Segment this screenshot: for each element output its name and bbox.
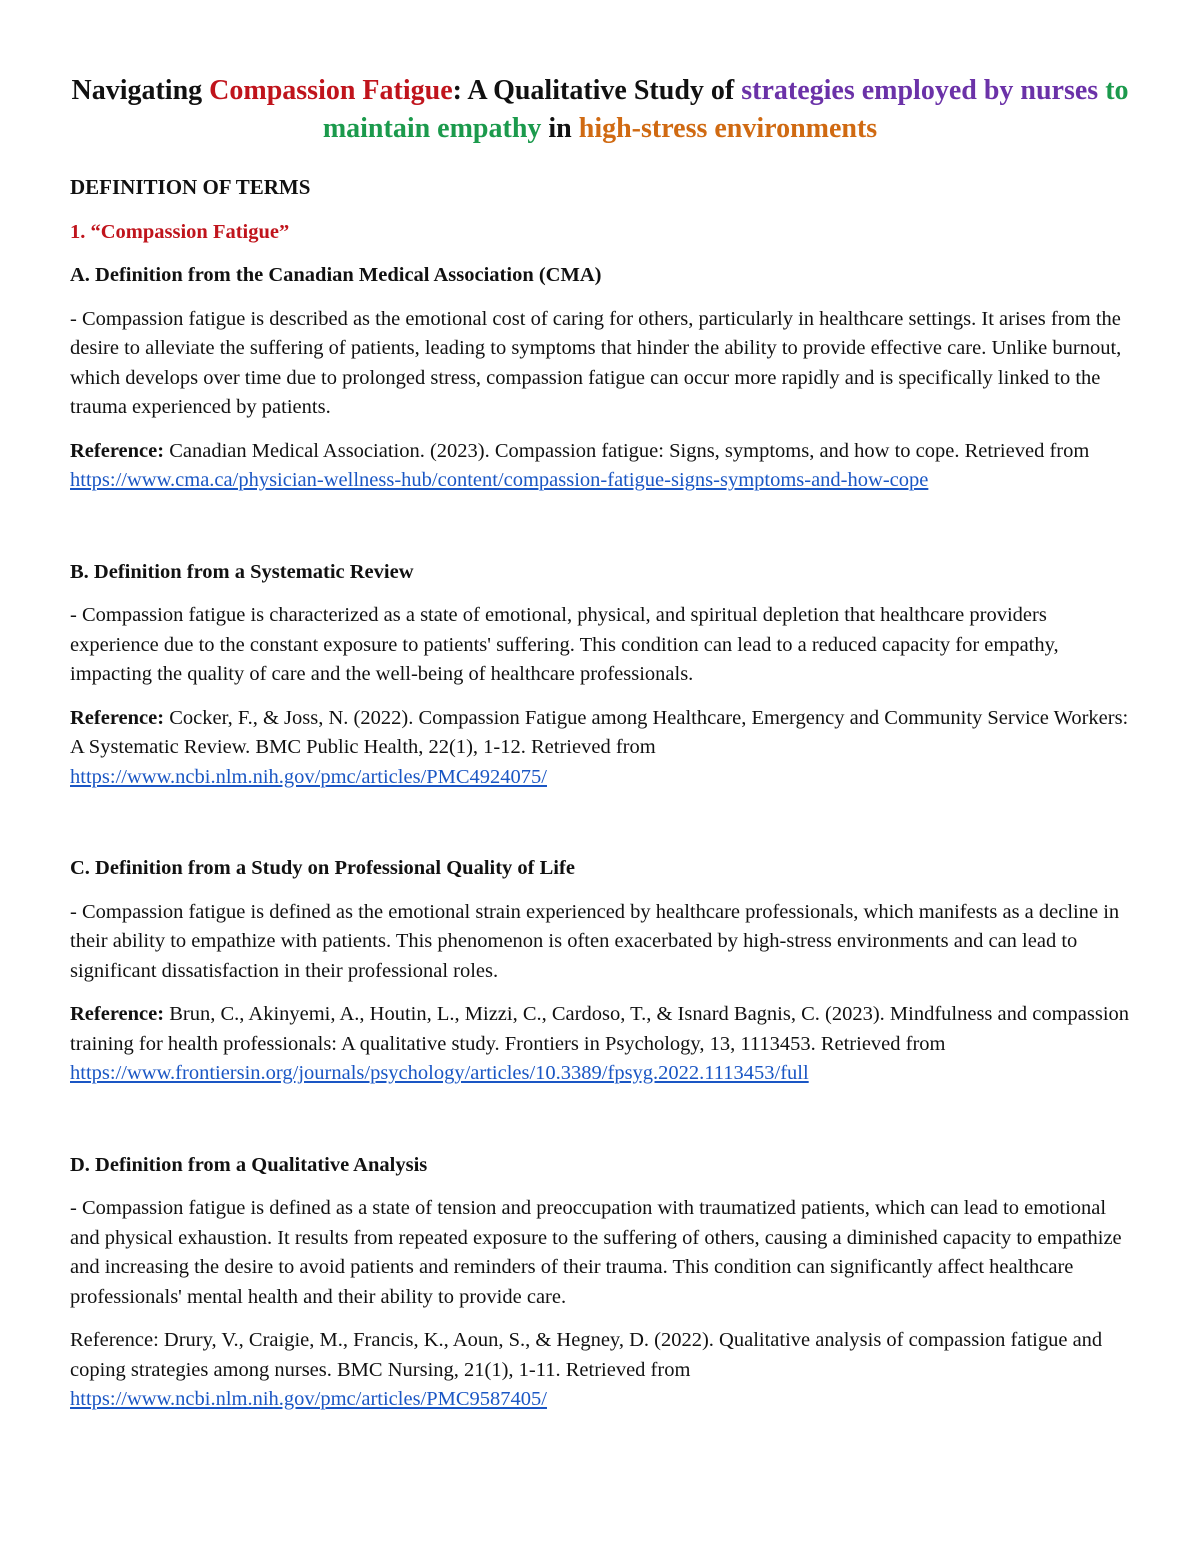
definition-section-d: [70, 1151, 1130, 1415]
definition-body: - Compassion fatigue is defined as the emotional strain experienced by healthcare professionals, which manifests as a decline in their ability to empathize with patients. This phenomenon is often exacerbated by high-stress environments and can lead to significant dissatisfaction in their professional roles.: [70, 900, 1120, 982]
reference-text: Canadian Medical Association. (2023). Compassion fatigue: Signs, symptoms, and how to cope. Retrieved from: [164, 439, 1090, 462]
reference-link[interactable]: https://www.ncbi.nlm.nih.gov/pmc/articles/PMC4924075/: [70, 765, 547, 788]
reference: [70, 1000, 1130, 1089]
definition-heading: D. Definition from a Qualitative Analysis: [70, 1153, 428, 1176]
reference: [70, 437, 1130, 496]
reference-link[interactable]: https://www.frontiersin.org/journals/psychology/articles/10.3389/fpsyg.2022.1113453/full: [70, 1062, 809, 1084]
reference-text: Cocker, F., & Joss, N. (2022). Compassion Fatigue among Healthcare, Emergency and Community Service Workers: A Systematic Review. BMC Public Health, 22(1), 1-12. Retrieved from: [70, 706, 1129, 758]
reference-text: Brun, C., Akinyemi, A., Houtin, L., Mizzi, C., Cardoso, T., & Isnard Bagnis, C. (2023). Mindfulness and compassion training for health professionals: A qualitative study. Frontiers in Psychology, 13, 1113453. Retrieved from: [70, 1003, 1130, 1055]
definition-body: - Compassion fatigue is characterized as a state of emotional, physical, and spiritual depletion that healthcare providers experience due to the constant exposure to patients' suffering. This condition can lead to a reduced capacity for empathy, impacting the quality of care and the well-being of healthcare professionals.: [70, 604, 1059, 685]
reference-link[interactable]: https://www.cma.ca/physician-wellness-hub/content/compassion-fatigue-signs-symptoms-and-how-cope: [70, 469, 929, 491]
title-part: Compassion Fatigue: [209, 75, 453, 106]
title-part: to maintain empathy: [322, 75, 1129, 144]
definition-body: - Compassion fatigue is described as the emotional cost of caring for others, particularly in healthcare settings. It arises from the desire to alleviate the suffering of patients, leading to symptoms that hinder the ability to provide effective care. Unlike burnout, which develops over time due to prolonged stress, compassion fatigue can occur more rapidly and is specifically linked to the trauma experienced by patients.: [70, 307, 1122, 418]
reference-label: Reference:: [70, 1003, 165, 1025]
title-part: : A Qualitative Study of: [452, 75, 742, 106]
reference-text: Reference: Drury, V., Craigie, M., Francis, K., Aoun, S., & Hegney, D. (2022). Qualitative analysis of compassion fatigue and coping strategies among nurses. BMC Nursing, 21(1), 1-11. Retrieved from: [70, 1329, 1103, 1381]
reference-label: Reference:: [70, 439, 165, 462]
definition-section-c: [70, 854, 1130, 1089]
term-heading: 1. “Compassion Fatigue”: [70, 220, 290, 243]
reference-label: Reference:: [70, 706, 165, 729]
definition-body: - Compassion fatigue is defined as a state of tension and preoccupation with traumatized patients, which can lead to emotional and physical exhaustion. It results from repeated exposure to the suffering of others, causing a diminished capacity to empathize and increasing the desire to avoid patients and reminders of their trauma. This condition can significantly affect healthcare professionals' mental health and their ability to provide care.: [70, 1197, 1122, 1308]
reference: [70, 1326, 1130, 1415]
title-part: in: [541, 113, 579, 144]
definition-heading: A. Definition from the Canadian Medical Association (CMA): [70, 264, 602, 286]
title-part: high-stress environments: [578, 113, 878, 144]
definition-section-b: [70, 558, 1130, 793]
definition-heading: C. Definition from a Study on Professional Quality of Life: [70, 857, 575, 879]
document-title: [70, 72, 1130, 148]
reference-link[interactable]: https://www.ncbi.nlm.nih.gov/pmc/articles/PMC9587405/: [70, 1388, 547, 1410]
definition-section-a: [70, 261, 1130, 496]
title-part: Navigating: [71, 75, 210, 106]
reference: [70, 704, 1130, 793]
definition-heading: B. Definition from a Systematic Review: [70, 560, 414, 583]
title-part: strategies employed by nurses: [741, 75, 1099, 106]
section-heading: DEFINITION OF TERMS: [70, 175, 311, 199]
